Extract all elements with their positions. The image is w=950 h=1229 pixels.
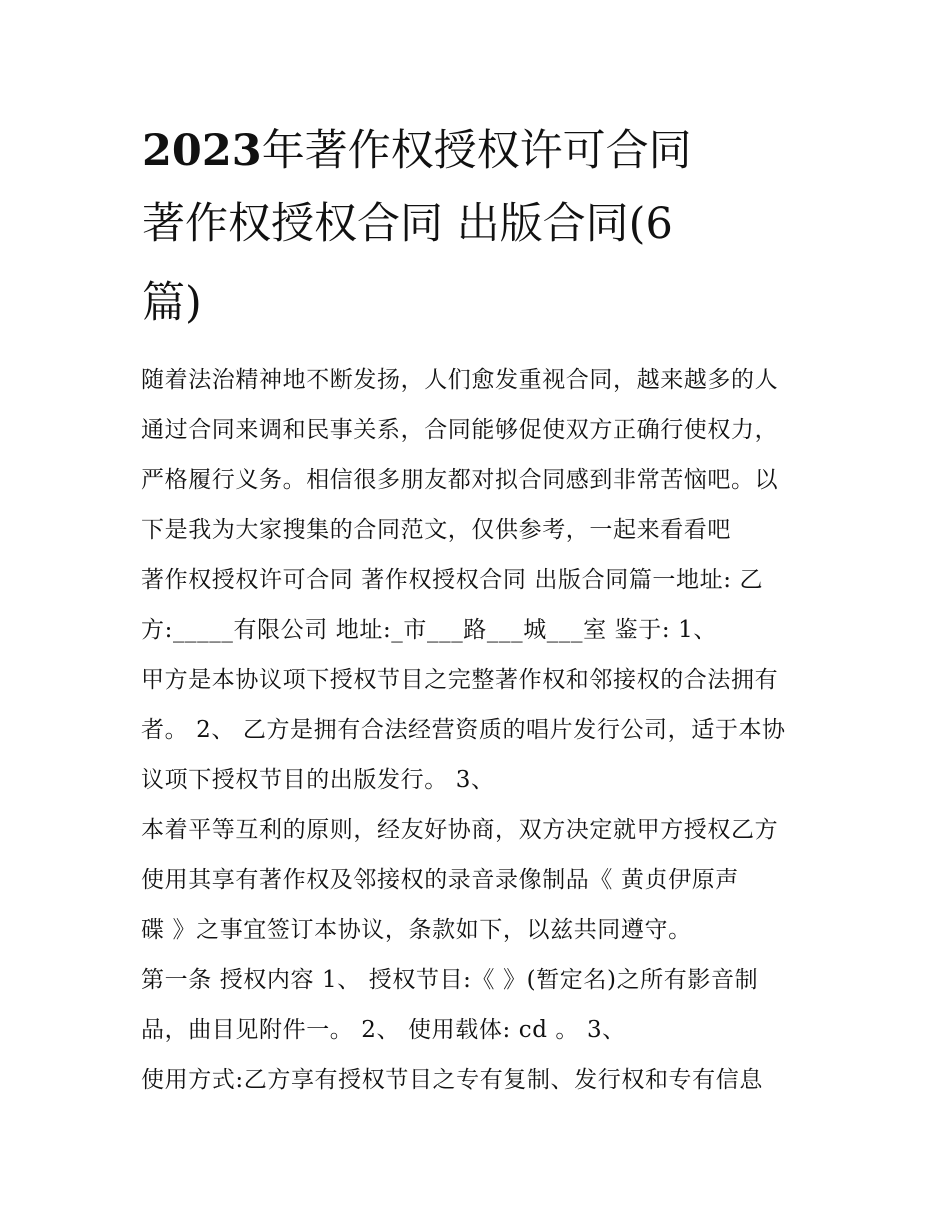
body-line-13: 第一条 授权内容 1、 授权节目:《 》(暂定名)之所有影音制 xyxy=(141,967,759,993)
body-line-7: 甲方是本协议项下授权节目之完整著作权和邻接权的合法拥有 xyxy=(141,667,779,693)
body-line-11: 使用其享有著作权及邻接权的录音录像制品《 黄贞伊原声 xyxy=(141,867,739,893)
document-title-line-3: 篇) xyxy=(142,278,202,328)
body-line-2: 通过合同来调和民事关系，合同能够促使双方正确行使权力， xyxy=(141,417,779,443)
title-year: 2023 xyxy=(142,126,262,176)
body-line-6: 方:_____有限公司 地址:_市___路___城___室 鉴于: 1、 xyxy=(141,617,717,643)
document-title-line-1 xyxy=(142,126,692,176)
body-line-5: 著作权授权许可合同 著作权授权合同 出版合同篇一地址: 乙 xyxy=(141,567,764,593)
body-line-10: 本着平等互利的原则，经友好协商，双方决定就甲方授权乙方 xyxy=(141,817,779,843)
body-line-14: 品，曲目见附件一。 2、 使用载体: cd 。 3、 xyxy=(141,1017,626,1043)
body-line-8: 者。 2、 乙方是拥有合法经营资质的唱片发行公司，适于本协 xyxy=(141,717,786,743)
body-line-15: 使用方式:乙方享有授权节目之专有复制、发行权和专有信息 xyxy=(141,1067,763,1093)
body-line-1: 随着法治精神地不断发扬，人们愈发重视合同，越来越多的人 xyxy=(141,367,779,393)
body-line-9: 议项下授权节目的出版发行。 3、 xyxy=(141,767,495,793)
body-line-3: 严格履行义务。相信很多朋友都对拟合同感到非常苦恼吧。以 xyxy=(141,467,779,493)
body-line-4: 下是我为大家搜集的合同范文，仅供参考，一起来看看吧 xyxy=(141,517,731,543)
title-line-1-text: 年著作权授权许可合同 xyxy=(261,126,692,176)
document-title-line-2: 著作权授权合同 出版合同(6 xyxy=(142,199,673,249)
body-line-12: 碟 》之事宜签订本协议，条款如下，以兹共同遵守。 xyxy=(141,917,692,943)
